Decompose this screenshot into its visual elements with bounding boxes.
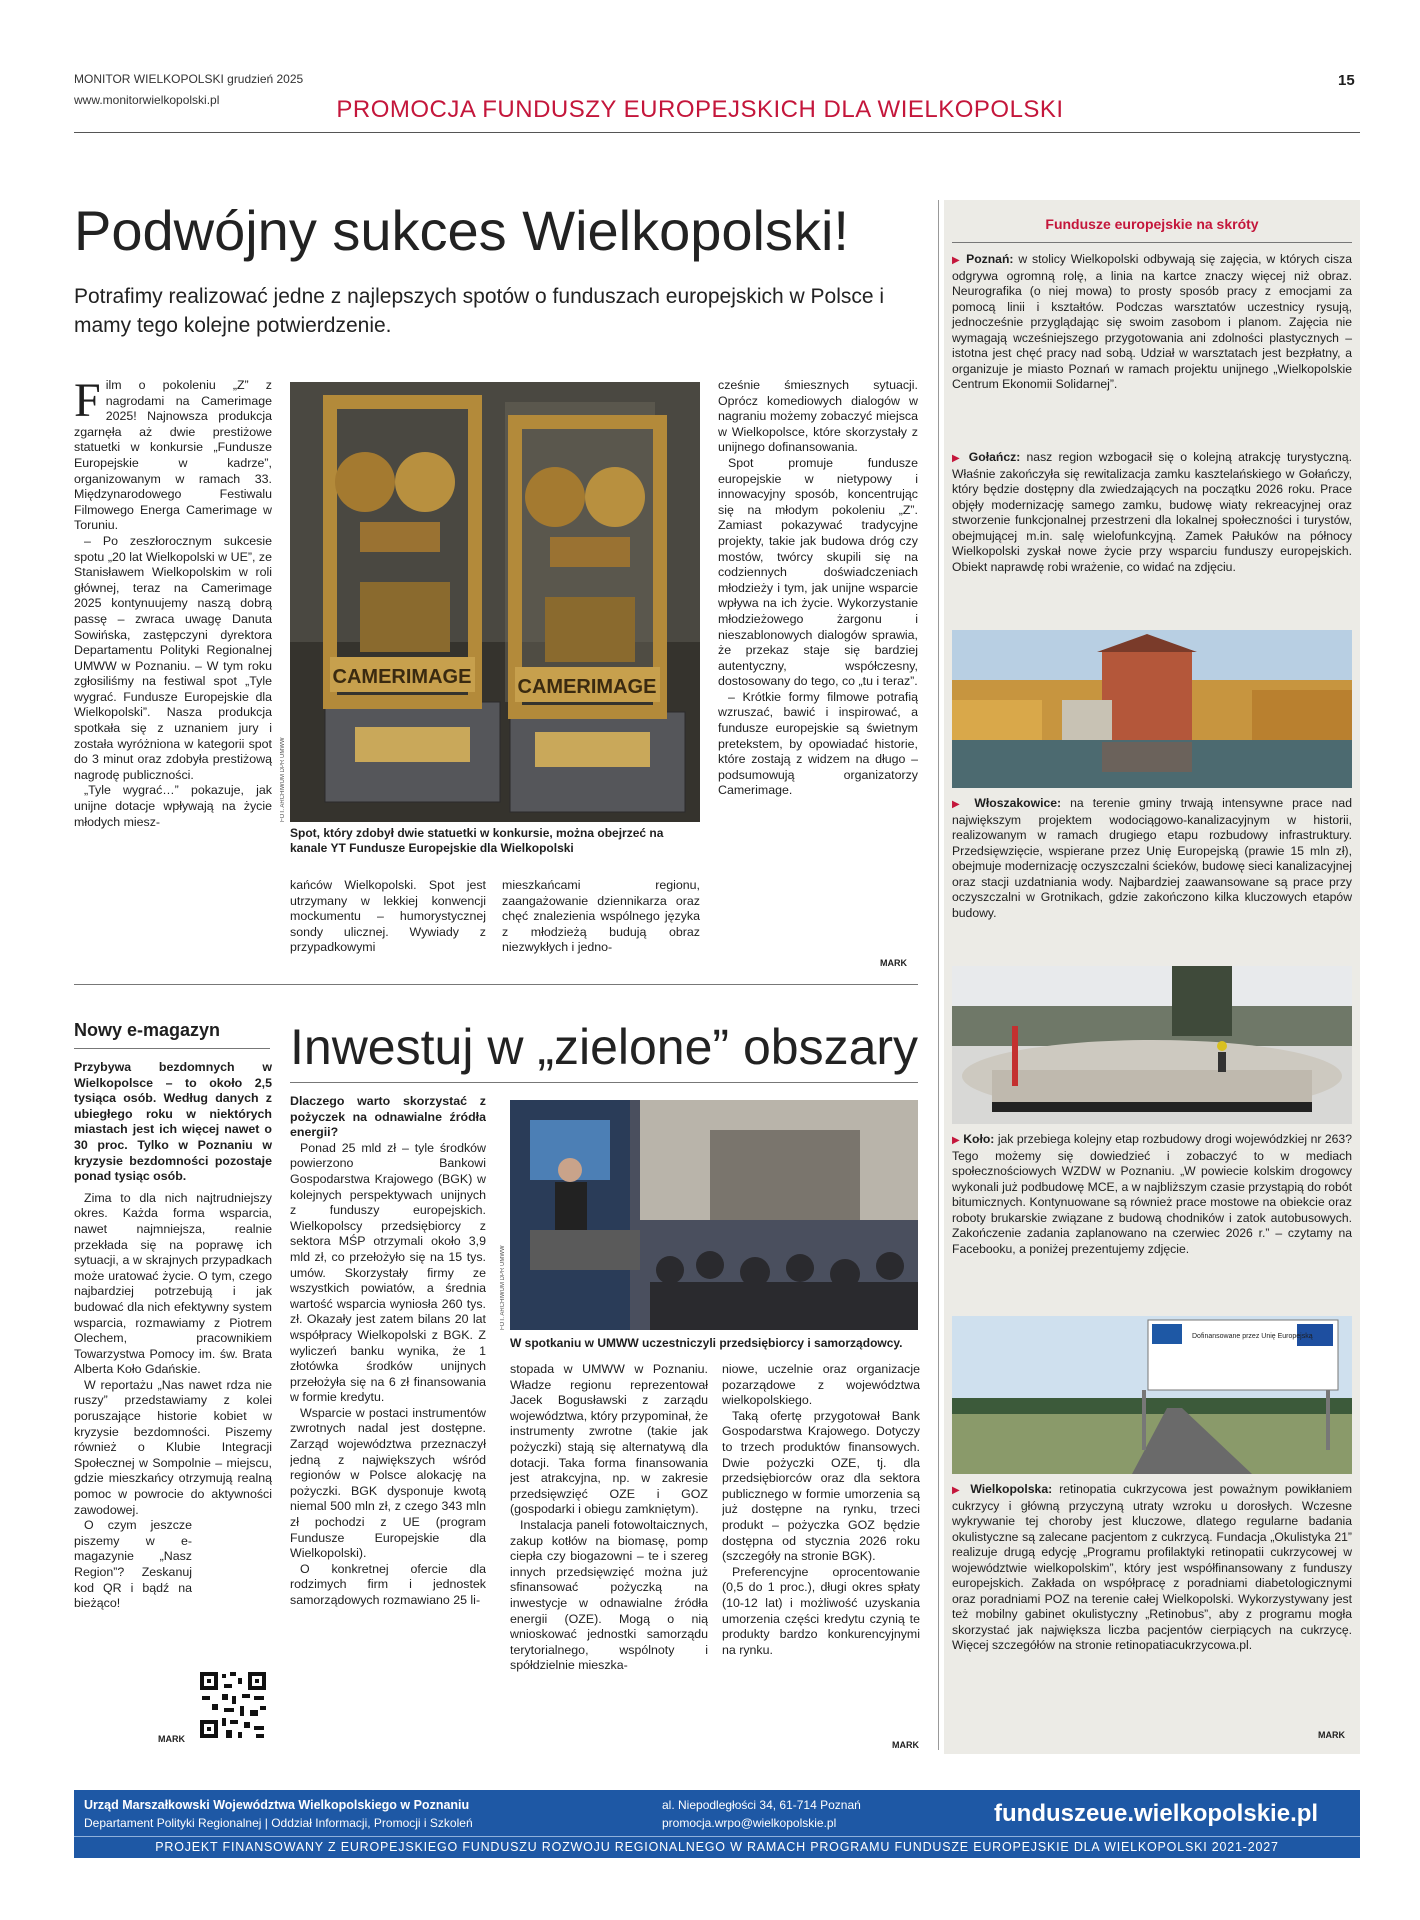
sidebar-item-wloszakowice: ▶ Włoszakowice: na terenie gminy trwają intensywne prace nad największym projektem wodociągowo-kanalizacyjnym w historii, realizowanym w ramach drugiego etapu rozbudowy infrastruktury. Przedsięwzięcie, wspierane przez Unię Europejską (prawie 15 mln zł), obejmuje modernizację oczyszczalni ścieków, budowę sieci kanalizacyjnej oraz stacji uzdatniania wody. Najbardziej zaawansowane są prace przy oczyszczalni w Grotnikach, gdzie zakończono kilka kluczowych etapów budowy.	[952, 796, 1352, 920]
meeting-illustration	[510, 1100, 918, 1330]
road-photo	[952, 1316, 1352, 1474]
page-number: 15	[1338, 72, 1355, 89]
statuette-label-left: CAMERIMAGE	[332, 666, 472, 688]
photo-caption: Spot, który zdobył dwie statuetki w konkursie, można obejrzeć na kanale YT Fundusze Europejskie dla Wielkopolski	[290, 826, 664, 855]
footer-org: Urząd Marszałkowski Województwa Wielkopolskiego w Poznaniu	[84, 1798, 470, 1812]
construction-illustration	[952, 966, 1352, 1124]
qr-code-icon	[198, 1670, 268, 1740]
site-url[interactable]: www.monitorwielkopolski.pl	[74, 93, 220, 107]
emagazine-rule	[74, 1048, 270, 1049]
article2-signature: MARK	[892, 1740, 919, 1750]
sidebar	[944, 200, 1360, 1754]
statuettes-photo	[290, 382, 700, 822]
article2-col2: stopada w UMWW w Poznaniu. Władze regionu reprezentował Jacek Bogusławski z zarządu województwa, który przypominał, że instrumenty zwrotne (takie jak pożyczki) stają się alternatywą dla dotacji. Taka forma finansowania jest atrakcyjna, np. w zakresie przedsięwzięć OZE i GOZ (gospodarki i obiegu zamkniętym). Instalacja paneli fotowoltaicznych, zakup kotłów na biomasę, pomp ciepła czy biogazowni – te i szereg innych przedsięwzięć można już sfinansować pożyczką na inwestycje w odnawialne źródła energii (OZE). Mogą o nią wnioskować jednostki samorządu terytorialnego, wspólnoty i spółdzielnie mieszka-	[510, 1362, 708, 1673]
road-illustration	[952, 1316, 1352, 1474]
sidebar-item-kolo: ▶ Koło: jak przebiega kolejny etap rozbudowy drogi wojewódzkiej nr 263? Tego możemy się dowiedzieć i zobaczyć to w mediach społecznościowych WZDW w Poznaniu. „W powiecie kolskim drogowcy wykonali już podbudowę MCE, a w najbliższym czasie przystąpią do robót bitumicznych. Kontynuowane są również prace mostowe na obiekcie oraz roboty brukarskie związane z budową chodników i zatok autobusowych. Zakończenie zadania zaplanowano na czerwiec 2026 r.” – czytamy na Facebooku, a poniżej prezentujemy zdjęcie.	[952, 1132, 1352, 1256]
footer-website[interactable]: funduszeue.wielkopolskie.pl	[994, 1800, 1319, 1827]
article1-col2: kańców Wielkopolski. Spot jest utrzymany w lekkiej konwencji mockumentu – humorystycznej sondy ulicznej. Wywiady z przypadkowymi	[290, 878, 486, 955]
meeting-photo-caption: W spotkaniu w UMWW uczestniczyli przedsiębiorcy i samorządowcy.	[510, 1336, 903, 1350]
footer	[74, 1790, 1360, 1858]
triangle-icon: ▶	[952, 1485, 964, 1496]
road-sign-text: Dofinansowane przez Unię Europejską	[1192, 1333, 1313, 1340]
statuettes-illustration	[290, 382, 700, 822]
sidebar-title: Fundusze europejskie na skróty	[1045, 216, 1259, 232]
column-divider	[938, 200, 939, 1750]
article1-col4: cześnie śmiesznych sytuacji. Oprócz komediowych dialogów w nagraniu możemy zobaczyć miejsca w Wielkopolsce, które skorzystały z unijnego dofinansowania. Spot promuje fundusze europejskie w nietypowy i innowacyjny sposób, koncentrując się na młodym pokoleniu „Z”. Zamiast pokazywać tradycyjne projekty, takie jak budowa dróg czy mostów, twórcy skupili się na codziennych doświadczeniach młodzieży i tym, jak unijne wsparcie wpływa na ich życie. Wykorzystanie młodzieżowego żargonu i nieszablonowych dialogów sprawia, że przekaz staje się bardziej autentyczny, współczesny, dostosowany do tego, co „tu i teraz”. – Krótkie formy filmowe potrafią wzruszać, bawić i inspirować, a fundusze europejskie są świetnym pretekstem, by opowiadać historie, które zostają z widzem na długo – podsumowują organizatorzy Camerimage.	[718, 378, 918, 798]
emagazine-title: Nowy e-magazyn	[74, 1020, 221, 1040]
meeting-photo-credit: FOT. ARCHIWUM DPR UMWW	[500, 1245, 506, 1330]
photo-credit: FOT. ARCHIWUM DPR UMWW	[280, 737, 286, 822]
construction-photo	[952, 966, 1352, 1124]
emagazine-body: Przybywa bezdomnych w Wielkopolsce – to około 2,5 tysiąca osób. Według danych z ubiegłego roku w niektórych miastach jest ich więcej nawet o 30 proc. Tylko w Poznaniu w kryzysie bezdomności pozostaje ponad tysiąc osób. Zima to dla nich najtrudniejszy okres. Każda forma wsparcia, nawet najmniejsza, realnie przekłada się na poprawę ich sytuacji, a w skrajnych przypadkach może uratować życie. O tym, czego najbardziej potrzebują i jak budować dla nich efektywny system wsparcia, rozmawiamy z Piotrem Olechem, pracownikiem Towarzystwa Pomocy im. św. Brata Alberta Koło Gdańskie. W reportażu „Nas nawet rdza nie ruszy” przedstawiamy z kolei poruszające historie kobiet w kryzysie bezdomności. Piszemy również o Klubie Integracji Społecznej w Sompolnie – miejscu, gdzie mieszkańcy otrzymują realną pomoc w powrocie do aktywności zawodowej. O czym jeszcze piszemy w e-magazynie „Nasz Region”? Zeskanuj kod QR i bądź na bieżąco!	[74, 1060, 272, 1611]
sidebar-signature: MARK	[1318, 1730, 1345, 1740]
castle-photo	[952, 630, 1352, 788]
article1-rule	[74, 984, 918, 985]
statuette-label-right: CAMERIMAGE	[517, 676, 657, 698]
article2-title: Inwestuj w „zielone” obszary	[290, 1019, 919, 1075]
article-lead: Potrafimy realizować jedne z najlepszych spotów o funduszach europejskich w Polsce i mamy tego kolejne potwierdzenie.	[74, 285, 885, 337]
footer-email[interactable]: promocja.wrpo@wielkopolskie.pl	[662, 1816, 837, 1830]
article-title: Podwójny sukces Wielkopolski!	[74, 199, 849, 262]
sidebar-item-golancz: ▶ Gołańcz: nasz region wzbogacił się o kolejną atrakcję turystyczną. Właśnie zakończyła się rewitalizacja zamku kasztelańskiego w Gołańczy, który będzie dostępny dla zwiedzających na początku 2026 roku. Prace objęły modernizację samego zamku, budowę wiaty rekreacyjnej oraz stworzenie funkcjonalnej przestrzeni dla lokalnej społeczności i turystów, obejmującej m.in. salę wielofunkcyjną. Zamek Pałuków na północy Wielkopolski zyskał nowe życie przy wsparciu funduszy europejskich. Obiekt naprawdę robi wrażenie, co widać na zdjęciu.	[952, 450, 1353, 574]
footer-dept: Departament Polityki Regionalnej | Oddział Informacji, Promocji i Szkoleń	[84, 1816, 473, 1830]
triangle-icon: ▶	[952, 255, 962, 266]
triangle-icon: ▶	[952, 799, 966, 810]
article2-col1: Dlaczego warto skorzystać z pożyczek na odnawialne źródła energii? Ponad 25 mld zł – tyle środków powierzono Bankowi Gospodarstwa Krajowego (BGK) w kolejnych perspektywach unijnych z funduszy europejskich. Wielkopolscy przedsiębiorcy z sektora MŚP otrzymali około 3,9 mld zł, co przełożyło się na 15 tys. umów. Skorzystały firmy ze wszystkich powiatów, a średnia wartość wsparcia wyniosła 260 tys. zł. Okazały jest zatem bilans 20 lat współpracy Wielkopolski z BGK. Z wyliczeń banku wynika, że 1 złotówka środków unijnych przełożyła się na 6 zł finansowania w formie kredytu. Wsparcie w postaci instrumentów zwrotnych nadal jest dostępne. Zarząd województwa przeznaczył jedną z największych wśród regionów w Polsce alokację na pożyczki. BGK dysponuje kwotą niemal 500 mln zł, z czego 343 mln zł pochodzi z UE (program Fundusze Europejskie dla Wielkopolski). O konkretnej ofercie dla rodzimych firm i jednostek samorządowych rozmawiano 25 li-	[290, 1094, 486, 1607]
emagazine-signature: MARK	[158, 1734, 185, 1744]
article1-signature: MARK	[880, 958, 907, 968]
qr-code[interactable]	[198, 1670, 268, 1740]
article2-rule	[290, 1082, 918, 1083]
header-rule	[74, 132, 1360, 133]
footer-project: PROJEKT FINANSOWANY Z EUROPEJSKIEGO FUNDUSZU ROZWOJU REGIONALNEGO W RAMACH PROGRAMU FUNDUSZE EUROPEJSKIE DLA WIELKOPOLSKI 2021-2027	[155, 1840, 1279, 1854]
sidebar-item-wielkopolska: ▶ Wielkopolska: retinopatia cukrzycowa jest poważnym powikłaniem cukrzycy i główną przyczyną utraty wzroku u dorosłych. Wczesne wykrywanie tej choroby jest kluczowe, dlatego regularne badania okulistyczne są zalecane pacjentom z cukrzycą. Fundacja „Okulistyka 21” realizuje drugą edycję „Programu profilaktyki retinopatii cukrzycowej w województwie wielkopolskim”, który jest współfinansowany z funduszy europejskich. Zakłada on współpracę z poradniami diabetologicznymi oraz poradniami POZ na terenie całej Wielkopolski. Wykorzystywany jest też mobilny gabinet okulistyczny „Retinobus”, aby z programu mogła skorzystać jak największa liczba pacjentów cierpiących na cukrzycę. Więcej szczegółów na stronie retinopatiacukrzycowa.pl.	[952, 1482, 1352, 1652]
meeting-photo	[510, 1100, 918, 1330]
dropcap: F	[74, 378, 101, 427]
sidebar-title-rule	[952, 242, 1352, 243]
sidebar-item-poznan: ▶ Poznań: w stolicy Wielkopolski odbywają się zajęcia, w których cisza odgrywa ogromną rolę, a linia na kartce znaczy więcej niż obraz. Neurografika (o niej mowa) to prosty sposób pracy z emocjami za pomocą linii i kształtów. Podczas warsztatów uczestnicy rysują, jednocześnie przyglądając się swoim zasobom i planom. Zajęcia nie wymagają wcześniejszego przygotowania ani zdolności plastycznych – istotna jest chęć pracy nad sobą. Udział w warsztatach jest bezpłatny, a organizuje je miasto Poznań w ramach projektu unijnego „Wielkopolskie Centrum Ekonomii Solidarnej”.	[952, 252, 1352, 391]
triangle-icon: ▶	[952, 1135, 960, 1146]
triangle-icon: ▶	[952, 453, 963, 464]
castle-illustration	[952, 630, 1352, 788]
article1-col1: Film o pokoleniu „Z” z nagrodami na Camerimage 2025! Najnowsza produkcja zgarnęła aż dwie prestiżowe statuetki w konkursie „Fundusze Europejskie w kadrze”, organizowanym w ramach 33. Międzynarodowego Festiwalu Filmowego Energa Camerimage w Toruniu. – Po zeszłorocznym sukcesie spotu „20 lat Wielkopolski w UE”, ze Stanisławem Wielkopolskim w roli głównej, teraz na Camerimage 2025 kontynuujemy naszą dobrą passę – zwraca uwagę Danuta Sowińska, zastępczyni dyrektora Departamentu Polityki Regionalnej UMWW w Poznaniu. – W tym roku zgłosiliśmy na festiwal spot „Tyle wygrać. Fundusze Europejskie dla Wielkopolski”. Nasza produkcja spotkała się z uznaniem jury i została wyróżniona w kategorii spot do 3 minut oraz zdobyła prestiżową nagrodę publiczności. „Tyle wygrać…” pokazuje, jak unijne dotacje wpływają na życie młodych miesz-	[74, 378, 272, 829]
article2-col3: niowe, uczelnie oraz organizacje pozarządowe z województwa wielkopolskiego. Taką ofertę przygotował Bank Gospodarstwa Krajowego. Dotyczy to trzech produktów finansowych. Dwie pożyczki OZE, tj. dla przedsiębiorców oraz dla sektora publicznego w formie umorzenia są już dostępne na rynku, trzeci produkt – pożyczka GOZ będzie dostępna od stycznia 2026 roku (szczegóły na stronie BGK). Preferencyjne oprocentowanie (0,5 do 1 proc.), długi okres spłaty (10-12 lat) i możliwość uzyskania umorzenia części kredytu czynią te produkty bardzo konkurencyjnymi na rynku.	[722, 1362, 920, 1657]
footer-address: al. Niepodległości 34, 61-714 Poznań	[662, 1798, 861, 1812]
masthead: MONITOR WIELKOPOLSKI grudzień 2025	[74, 72, 304, 86]
section-title: PROMOCJA FUNDUSZY EUROPEJSKICH DLA WIELKOPOLSKI	[336, 96, 1064, 123]
article1-col3: mieszkańcami regionu, zaangażowanie dziennikarza oraz chęć znalezienia wspólnego języka z młodzieżą budują obraz niezwykłych i jedno-	[502, 878, 700, 955]
footer-rule	[74, 1836, 1360, 1837]
